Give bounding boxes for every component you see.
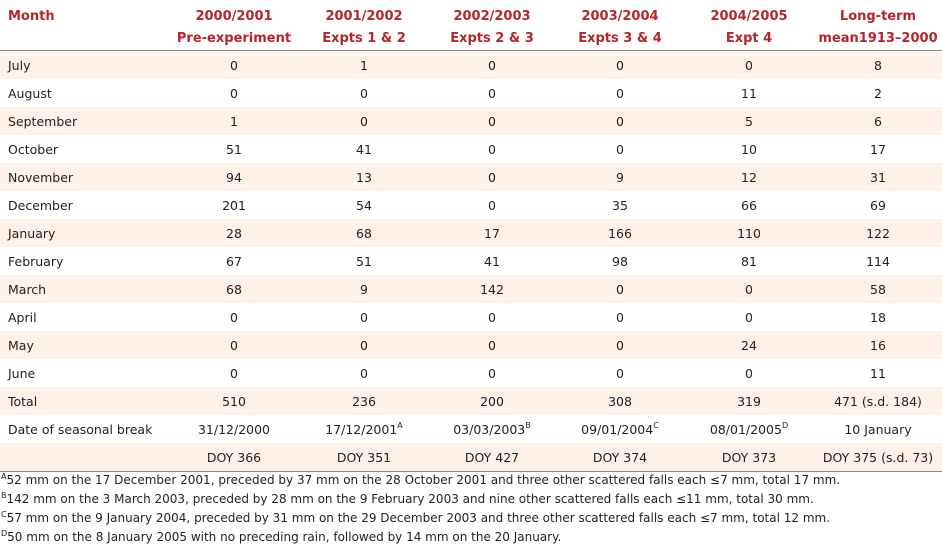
table-row: [0, 135, 942, 163]
table-cell: 68: [356, 225, 372, 241]
table-cell: DOY 373: [684, 443, 814, 472]
row-label: July: [8, 57, 31, 73]
table-cell: 11: [741, 85, 757, 101]
table-cell: 0: [360, 85, 368, 101]
row-label: Total: [8, 393, 38, 409]
break-date-row: [0, 415, 942, 443]
table-cell: 0: [230, 337, 238, 353]
table-header: [0, 0, 942, 51]
doy-row: [0, 443, 942, 472]
table-cell: 11: [870, 365, 886, 381]
table-row: [0, 51, 942, 80]
table-row: [0, 275, 942, 303]
table-cell: 67: [226, 253, 242, 269]
table-cell: 0: [616, 337, 624, 353]
table-cell: 510: [222, 393, 246, 409]
table-body: [0, 51, 942, 472]
table-cell: 2: [874, 85, 882, 101]
table-cell: 166: [608, 225, 632, 241]
table-cell: 0: [488, 365, 496, 381]
table-cell: 0: [745, 309, 753, 325]
table-cell: [0, 443, 168, 472]
footnote-mark: B: [525, 420, 531, 430]
table-cell: 5: [745, 113, 753, 129]
table-cell: 0: [616, 309, 624, 325]
table-row: [0, 331, 942, 359]
table-cell: 0: [230, 57, 238, 73]
row-label: August: [8, 85, 52, 101]
table-cell: 24: [741, 337, 757, 353]
table-cell: 51: [226, 141, 242, 157]
table-cell: 51: [356, 253, 372, 269]
table-cell: 31/12/2000: [197, 421, 271, 437]
table-cell: 0: [616, 281, 624, 297]
table-cell: 41: [356, 141, 372, 157]
table-cell: 0: [360, 309, 368, 325]
table-cell: 1: [230, 113, 238, 129]
footnote-b: $^B$142 mm on the 3 March 2003, preceded by 28 mm on the 9 February 2003 and nine other scattered falls each ≤11 mm, total 30 mm.: [1, 491, 814, 506]
table-cell: $17/12/2001^A$: [325, 420, 403, 437]
footnote-c: $^C$57 mm on the 9 January 2004, preceded by 31 mm on the 29 December 2003 and three other scattered falls each ≤7 mm, total 12 mm.: [1, 510, 831, 525]
footnote-mark: D: [781, 420, 789, 430]
table-cell: 0: [488, 141, 496, 157]
row-label: October: [8, 141, 59, 157]
table-cell: 200: [480, 393, 504, 409]
header-month: Month: [0, 0, 168, 51]
table-cell: 18: [870, 309, 886, 325]
table-cell: 16: [870, 337, 886, 353]
table-cell: 81: [741, 253, 757, 269]
table-cell: 0: [360, 113, 368, 129]
table-row: [0, 79, 942, 107]
table-cell: 9: [616, 169, 624, 185]
table-cell: 122: [866, 225, 890, 241]
table-cell: Date of seasonal break: [8, 421, 153, 437]
table-cell: 319: [737, 393, 761, 409]
table-cell: 0: [360, 337, 368, 353]
table-cell: 0: [230, 309, 238, 325]
footnote-d: $^D$50 mm on the 8 January 2005 with no preceding rain, followed by 14 mm on the 20 January.: [1, 529, 562, 544]
table-cell: DOY 374: [556, 443, 684, 472]
header-2000-2001: 2000/2001 Pre-experiment: [168, 0, 300, 51]
table-row: [0, 387, 942, 415]
header-2001-2002: 2001/2002 Expts 1 & 2: [300, 0, 428, 51]
table-cell: 0: [745, 365, 753, 381]
table-cell: 308: [608, 393, 632, 409]
table-cell: 0: [230, 85, 238, 101]
table-cell: 0: [488, 57, 496, 73]
row-label: April: [8, 309, 37, 325]
table-cell: 58: [870, 281, 886, 297]
table-row: [0, 359, 942, 387]
table-cell: 98: [612, 253, 628, 269]
table-cell: 0: [616, 85, 624, 101]
row-label: June: [8, 365, 36, 381]
table-cell: 10: [741, 141, 757, 157]
table-cell: $08/01/2005^D$: [709, 420, 789, 437]
table-cell: 41: [484, 253, 500, 269]
table-cell: 0: [488, 85, 496, 101]
table-cell: 110: [737, 225, 761, 241]
table-cell: 35: [612, 197, 628, 213]
header-2002-2003: 2002/2003 Expts 2 & 3: [428, 0, 556, 51]
table-cell: DOY 366: [168, 443, 300, 472]
table-cell: 0: [360, 365, 368, 381]
row-label: March: [8, 281, 47, 297]
table-cell: 69: [870, 197, 886, 213]
table-row: [0, 107, 942, 135]
table-cell: 8: [874, 57, 882, 73]
table-cell: 236: [352, 393, 376, 409]
table-cell: 142: [480, 281, 504, 297]
row-label: September: [8, 113, 78, 129]
table-cell: 0: [488, 337, 496, 353]
table-cell: 0: [488, 197, 496, 213]
table-cell: 0: [616, 141, 624, 157]
table-cell: 471 (s.d. 184): [834, 393, 922, 409]
table-cell: 0: [745, 57, 753, 73]
table-row: [0, 303, 942, 331]
table-cell: 94: [226, 169, 242, 185]
table-cell: $09/01/2004^C$: [581, 420, 659, 437]
table-cell: 9: [360, 281, 368, 297]
table-cell: 68: [226, 281, 242, 297]
table-cell: 28: [226, 225, 242, 241]
table-cell: DOY 375 (s.d. 73): [814, 443, 942, 472]
header-2004-2005: 2004/2005 Expt 4: [684, 0, 814, 51]
table-row: [0, 163, 942, 191]
table-cell: 0: [616, 365, 624, 381]
table-cell: 0: [488, 169, 496, 185]
header-long-term-mean: Long-term mean1913–2000: [814, 0, 942, 51]
table-cell: DOY 427: [428, 443, 556, 472]
row-label: February: [8, 253, 64, 269]
table-cell: 17: [484, 225, 500, 241]
row-label: January: [8, 225, 56, 241]
table-cell: 201: [222, 197, 246, 213]
table-cell: 66: [741, 197, 757, 213]
table-cell: 0: [616, 113, 624, 129]
table-cell: 17: [870, 141, 886, 157]
table-cell: 13: [356, 169, 372, 185]
footnote-mark: C: [653, 420, 659, 430]
row-label: December: [8, 197, 73, 213]
table-cell: DOY 351: [300, 443, 428, 472]
footnote-mark: A: [397, 420, 403, 430]
header-2003-2004: 2003/2004 Expts 3 & 4: [556, 0, 684, 51]
table-cell: 0: [488, 113, 496, 129]
table-row: [0, 219, 942, 247]
table-cell: 54: [356, 197, 372, 213]
table-cell: 10 January: [844, 421, 912, 437]
table-cell: 0: [745, 281, 753, 297]
table-cell: 114: [866, 253, 890, 269]
table-cell: 0: [488, 309, 496, 325]
footnote-a: $^A$52 mm on the 17 December 2001, preceded by 37 mm on the 28 October 2001 and three other scattered falls each ≤7 mm, total 17 mm.: [1, 472, 841, 487]
table-cell: $03/03/2003^B$: [453, 420, 531, 437]
table-cell: 31: [870, 169, 886, 185]
table-cell: 1: [360, 57, 368, 73]
table-cell: 0: [616, 57, 624, 73]
table-cell: 12: [741, 169, 757, 185]
table-row: [0, 191, 942, 219]
table-row: [0, 247, 942, 275]
table-cell: 6: [874, 113, 882, 129]
row-label: May: [8, 337, 34, 353]
table-cell: 0: [230, 365, 238, 381]
row-label: November: [8, 169, 74, 185]
